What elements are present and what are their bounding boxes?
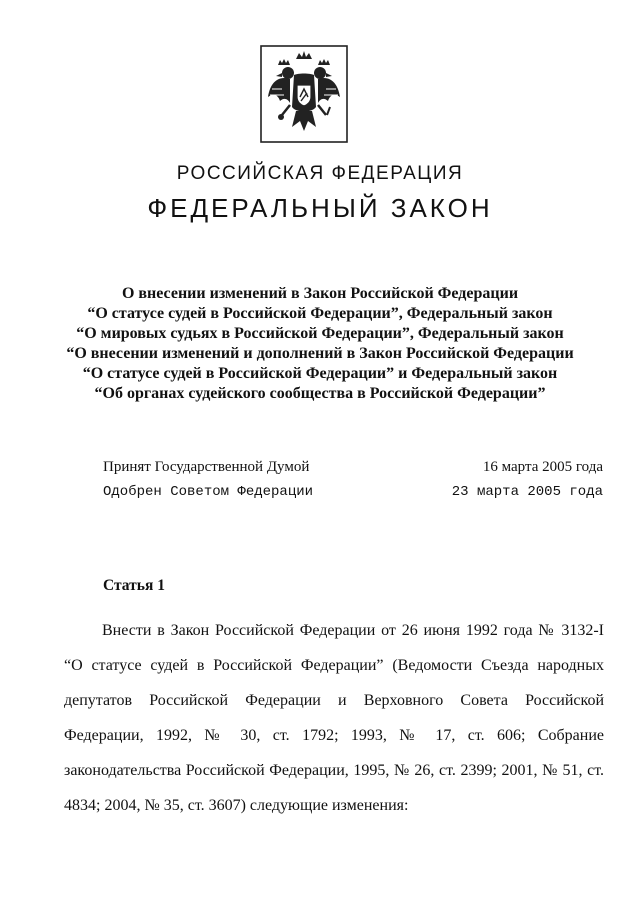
- article-paragraph: Внести в Закон Российской Федерации от 26 июня 1992 года № 3132-I “О статусе судей в Российской Федерации” (Ведомости Съезда народных депутатов Российской Федерации и Верховного Совета Российской Федерации, 1992, № 30, ст. 1792; 1993, № 17, ст. 606; Собрание законодательства Российской Федерации, 1995, № 26, ст. 2399; 2001, № 51, ст. 4834; 2004, № 35, ст. 3607) следующие изменения:: [64, 622, 604, 814]
- country-name: РОССИЙСКАЯ ФЕДЕРАЦИЯ: [176, 163, 464, 184]
- duma-adoption-date: 16 марта 2005 года: [482, 459, 603, 475]
- law-title-line: “О внесении изменений и дополнений в Закон Российской Федерации: [66, 345, 574, 362]
- russian-coat-of-arms-icon: [260, 45, 348, 143]
- council-approval-label: Одобрен Советом Федерации: [103, 484, 314, 500]
- law-title-line: “О статусе судей в Российской Федерации” и Федеральный закон: [82, 365, 558, 382]
- council-approval-date: 23 марта 2005 года: [451, 484, 603, 500]
- law-title-line: “Об органах судейского сообщества в Российской Федерации”: [94, 385, 546, 402]
- law-title-line: О внесении изменений в Закон Российской Федерации: [121, 285, 519, 302]
- document-type: ФЕДЕРАЛЬНЫЙ ЗАКОН: [147, 193, 493, 223]
- law-title: [40, 284, 600, 404]
- duma-adoption-label: Принят Государственной Думой: [103, 459, 310, 475]
- law-title-line: “О статусе судей в Российской Федерации”, Федеральный закон: [87, 305, 553, 322]
- article-heading: Статья 1: [103, 577, 165, 594]
- law-title-line: “О мировых судьях в Российской Федерации”, Федеральный закон: [76, 325, 564, 342]
